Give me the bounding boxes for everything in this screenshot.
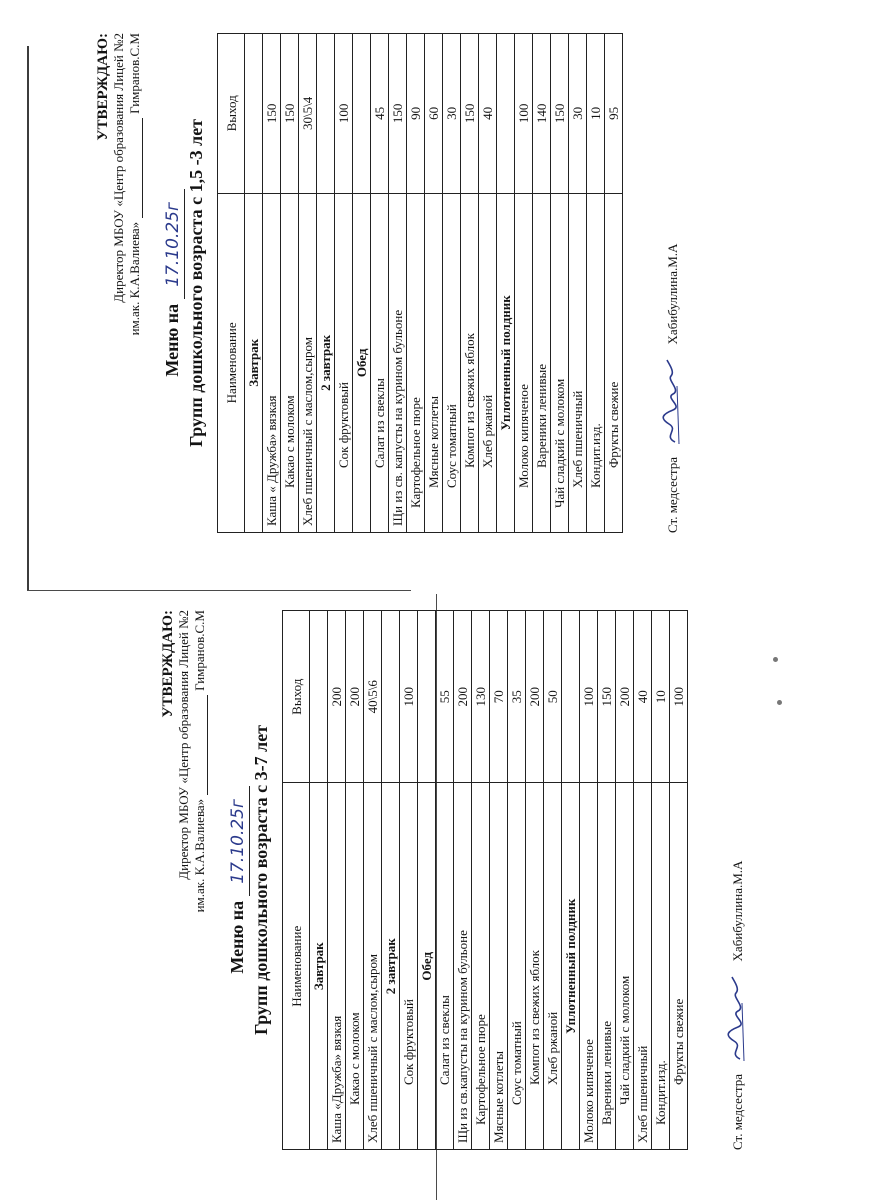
dish-output: 200 xyxy=(454,611,472,783)
dish-output: 60 xyxy=(425,34,443,194)
dish-name: Чай сладкий с молоком xyxy=(616,783,634,1150)
dish-name: Мясные котлеты xyxy=(425,193,443,532)
approval-line-2-right: Гимранов.С.М xyxy=(192,610,207,691)
dish-name: Каша «Дружба» вязкая xyxy=(328,783,346,1150)
dish-output xyxy=(317,34,335,194)
table-row xyxy=(598,611,616,1150)
menu-table xyxy=(282,610,688,1150)
nurse-signature-block xyxy=(724,610,746,1150)
dish-name: Компот из свежих яблок xyxy=(526,783,544,1150)
menu-title xyxy=(161,33,185,533)
dish-name: Чай сладкий с молоком xyxy=(551,193,569,532)
table-row xyxy=(544,611,562,1150)
menu-date-handwritten: 17.10.25г xyxy=(162,189,185,299)
column-header-name: Наименование xyxy=(283,783,310,1150)
table-row xyxy=(551,34,569,533)
meal-section-title: 2 завтрак xyxy=(382,783,400,1150)
table-row xyxy=(515,34,533,533)
table-row xyxy=(335,34,353,533)
nurse-name: Хабибуллина.М.А xyxy=(730,860,745,962)
table-row xyxy=(634,611,652,1150)
table-row xyxy=(371,34,389,533)
menu-subtitle: Групп дошкольного возраста с 3-7 лет xyxy=(251,724,271,1036)
dish-output: 150 xyxy=(281,34,299,194)
table-row xyxy=(263,34,281,533)
table-row xyxy=(472,611,490,1150)
scan-crease-line xyxy=(27,46,29,591)
dish-name: Хлеб пшеничный xyxy=(634,783,652,1150)
dish-name: Сок фруктовый xyxy=(335,193,353,532)
column-header-name: Наименование xyxy=(218,193,245,532)
approval-line-2 xyxy=(192,610,208,1150)
dish-output: 150 xyxy=(598,611,616,783)
table-row xyxy=(587,34,605,533)
dish-output: 150 xyxy=(263,34,281,194)
nurse-signature-block xyxy=(659,33,681,533)
table-header-row xyxy=(218,34,245,533)
menu-title-prefix: Меню на xyxy=(162,303,182,377)
approval-line-1: Директор МБОУ «Центр образования Лицей №2 xyxy=(176,610,191,880)
dish-output: 45 xyxy=(371,34,389,194)
table-row xyxy=(346,611,364,1150)
dish-output xyxy=(382,611,400,783)
approval-line-1: Директор МБОУ «Центр образования Лицей №2 xyxy=(111,33,126,303)
approval-line-2-right: Гимранов.С.М xyxy=(127,33,142,114)
dish-output: 55 xyxy=(436,611,454,783)
meal-section-title: Уплотненный полдник xyxy=(497,193,515,532)
dish-output: 30 xyxy=(569,34,587,194)
meal-section-row xyxy=(317,34,335,533)
table-row xyxy=(425,34,443,533)
meal-section-row xyxy=(382,611,400,1150)
dish-name: Хлеб пшеничный с маслом,сыром xyxy=(299,193,317,532)
dish-name: Сок фруктовый xyxy=(400,783,418,1150)
approval-line-2 xyxy=(127,33,143,533)
dish-name: Картофельное пюре xyxy=(472,783,490,1150)
signature-line xyxy=(142,118,143,218)
table-row xyxy=(389,34,407,533)
table-row xyxy=(407,34,425,533)
table-row xyxy=(569,34,587,533)
table-row xyxy=(479,34,497,533)
dish-output: 100 xyxy=(670,611,688,783)
meal-section-title: Уплотненный полдник xyxy=(562,783,580,1150)
nurse-name: Хабибуллина.М.А xyxy=(665,243,680,345)
handwritten-signature-icon xyxy=(724,973,746,1063)
approval-heading: УТВЕРЖДАЮ: xyxy=(95,33,111,141)
table-row xyxy=(436,611,454,1150)
nurse-label: Ст. медсестра xyxy=(665,456,680,533)
meal-section-title: Обед xyxy=(353,193,371,532)
dish-output: 10 xyxy=(652,611,670,783)
dish-name: Какао с молоком xyxy=(281,193,299,532)
dish-name: Соус томатный xyxy=(443,193,461,532)
dish-output: 100 xyxy=(515,34,533,194)
approval-line-2-left: им.ак. К.А.Валиева» xyxy=(192,798,207,913)
dish-name: Салат из свеклы xyxy=(436,783,454,1150)
approval-block xyxy=(160,610,208,1150)
dish-output: 40 xyxy=(479,34,497,194)
dish-output: 150 xyxy=(461,34,479,194)
meal-section-row xyxy=(497,34,515,533)
table-row xyxy=(508,611,526,1150)
approval-heading: УТВЕРЖДАЮ: xyxy=(160,610,176,718)
sheet-edge-line xyxy=(27,590,411,591)
signature-line xyxy=(207,695,208,795)
approval-line-2-left: им.ак. К.А.Валиева» xyxy=(127,221,142,336)
dish-output: 100 xyxy=(335,34,353,194)
dish-name: Компот из свежих яблок xyxy=(461,193,479,532)
dish-output: 30\5\4 xyxy=(299,34,317,194)
meal-section-row xyxy=(562,611,580,1150)
menu-sheet-3-7 xyxy=(160,610,745,1150)
table-row xyxy=(652,611,670,1150)
dish-output: 200 xyxy=(526,611,544,783)
dish-output: 10 xyxy=(587,34,605,194)
dish-output xyxy=(418,611,436,783)
table-header-row xyxy=(283,611,310,1150)
dish-output xyxy=(245,34,263,194)
table-row xyxy=(461,34,479,533)
table-row xyxy=(364,611,382,1150)
dish-name: Салат из свеклы xyxy=(371,193,389,532)
dish-output: 40 xyxy=(634,611,652,783)
dish-name: Хлеб ржаной xyxy=(544,783,562,1150)
table-row xyxy=(328,611,346,1150)
dish-output: 100 xyxy=(580,611,598,783)
scan-speck xyxy=(773,657,778,662)
dish-output: 200 xyxy=(616,611,634,783)
dish-name: Молоко кипяченое xyxy=(515,193,533,532)
meal-section-title: Обед xyxy=(418,783,436,1150)
dish-output: 130 xyxy=(472,611,490,783)
dish-output: 150 xyxy=(551,34,569,194)
dish-name: Каша « Дружба» вязкая xyxy=(263,193,281,532)
meal-section-row xyxy=(310,611,328,1150)
dish-output xyxy=(310,611,328,783)
menu-title xyxy=(226,610,250,1150)
dish-output: 30 xyxy=(443,34,461,194)
table-row xyxy=(580,611,598,1150)
dish-name: Фрукты свежие xyxy=(670,783,688,1150)
dish-output: 100 xyxy=(400,611,418,783)
dish-name: Щи из св. капусты на курином бульоне xyxy=(389,193,407,532)
dish-output: 150 xyxy=(389,34,407,194)
column-header-output: Выход xyxy=(283,611,310,783)
dish-name: Щи из св.капусты на курином бульоне xyxy=(454,783,472,1150)
dish-output: 140 xyxy=(533,34,551,194)
meal-section-title: Завтрак xyxy=(310,783,328,1150)
table-row xyxy=(533,34,551,533)
table-row xyxy=(299,34,317,533)
dish-output: 95 xyxy=(605,34,623,194)
dish-output: 200 xyxy=(346,611,364,783)
menu-subtitle: Групп дошкольного возраста с 1,5 -3 лет xyxy=(186,118,206,448)
dish-name: Соус томатный xyxy=(508,783,526,1150)
dish-output: 200 xyxy=(328,611,346,783)
dish-output xyxy=(562,611,580,783)
dish-name: Хлеб ржаной xyxy=(479,193,497,532)
scan-speck xyxy=(777,700,782,705)
table-row xyxy=(281,34,299,533)
meal-section-row xyxy=(245,34,263,533)
dish-name: Хлеб пшеничный xyxy=(569,193,587,532)
dish-name: Кондит.изд. xyxy=(587,193,605,532)
menu-title-prefix: Меню на xyxy=(227,900,247,974)
dish-output: 35 xyxy=(508,611,526,783)
approval-block xyxy=(95,33,143,533)
table-row xyxy=(443,34,461,533)
meal-section-row xyxy=(418,611,436,1150)
dish-name: Кондит.изд. xyxy=(652,783,670,1150)
table-row xyxy=(605,34,623,533)
dish-name: Мясные котлеты xyxy=(490,783,508,1150)
handwritten-signature-icon xyxy=(659,356,681,446)
table-row xyxy=(454,611,472,1150)
table-row xyxy=(616,611,634,1150)
meal-section-row xyxy=(353,34,371,533)
table-row xyxy=(526,611,544,1150)
menu-date-handwritten: 17.10.25г xyxy=(227,786,250,896)
dish-name: Вареники ленивые xyxy=(598,783,616,1150)
table-row xyxy=(490,611,508,1150)
table-row xyxy=(670,611,688,1150)
column-header-output: Выход xyxy=(218,34,245,194)
dish-name: Вареники ленивые xyxy=(533,193,551,532)
meal-section-title: 2 завтрак xyxy=(317,193,335,532)
dish-output: 90 xyxy=(407,34,425,194)
dish-output xyxy=(497,34,515,194)
dish-name: Хлеб пшеничный с маслом,сыром xyxy=(364,783,382,1150)
dish-name: Картофельное пюре xyxy=(407,193,425,532)
nurse-label: Ст. медсестра xyxy=(730,1073,745,1150)
menu-table xyxy=(217,33,623,533)
dish-output: 50 xyxy=(544,611,562,783)
dish-output xyxy=(353,34,371,194)
dish-output: 40\5\6 xyxy=(364,611,382,783)
dish-name: Молоко кипяченое xyxy=(580,783,598,1150)
dish-output: 70 xyxy=(490,611,508,783)
menu-sheet-1-5-3 xyxy=(95,33,867,533)
table-row xyxy=(400,611,418,1150)
dish-name: Какао с молоком xyxy=(346,783,364,1150)
meal-section-title: Завтрак xyxy=(245,193,263,532)
dish-name: Фрукты свежие xyxy=(605,193,623,532)
